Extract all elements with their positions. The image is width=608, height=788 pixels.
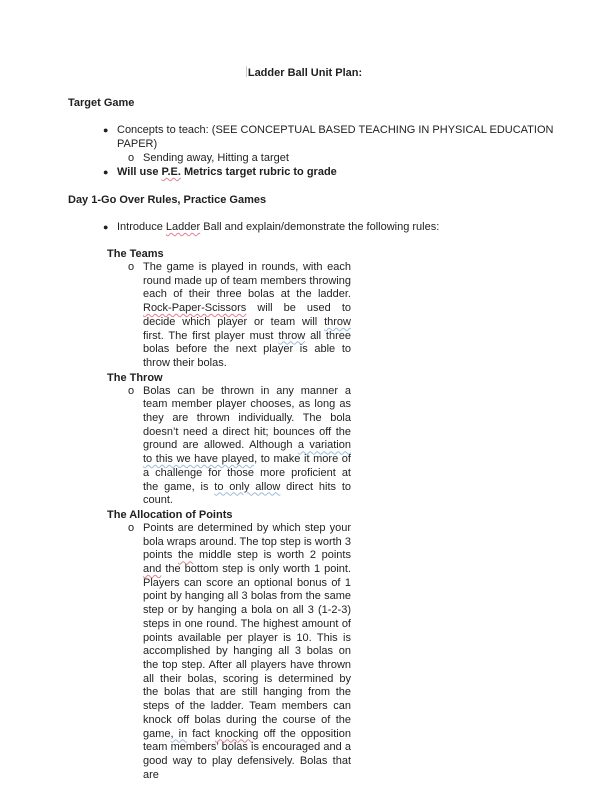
text-segment: direct hits to count. bbox=[143, 480, 351, 507]
rule-the-throw bbox=[68, 371, 568, 508]
rules-section bbox=[68, 247, 568, 782]
sub-bullet-icon: o bbox=[128, 384, 135, 397]
bullet-icon: ● bbox=[103, 222, 109, 232]
text-cursor-icon bbox=[246, 66, 247, 77]
list-item bbox=[68, 220, 568, 234]
page-title-text: Ladder Ball Unit Plan: bbox=[247, 67, 363, 79]
rule-heading: The Allocation of Points bbox=[107, 508, 233, 521]
sub-bullet-icon: o bbox=[128, 152, 135, 164]
text-segment: Concepts to teach: (SEE CONCEPTUAL BASED TEACHING IN PHYSICAL EDUCATION PAPER) bbox=[117, 124, 554, 150]
bullet-icon: ● bbox=[103, 125, 109, 135]
text-segment: The game is played in rounds, with each round made up of team members throwing each of their three bolas at the ladder. bbox=[143, 261, 351, 301]
grammar-error-underline: throw bbox=[324, 315, 351, 328]
rule-body bbox=[68, 261, 568, 371]
grammar-error-underline: throw bbox=[278, 329, 306, 342]
list-item-text bbox=[117, 220, 439, 234]
list-item bbox=[68, 165, 568, 179]
spelling-error-underline: knocking bbox=[214, 727, 259, 740]
spelling-error-underline: and bbox=[143, 563, 162, 576]
spelling-error-underline: Rock-Paper-Scissors bbox=[143, 302, 247, 315]
sub-bullet-icon: o bbox=[128, 261, 135, 273]
rule-paragraph bbox=[143, 385, 351, 508]
text-segment: middle step is worth 2 points bbox=[193, 549, 351, 562]
grammar-error-underline: to only allow bbox=[214, 480, 281, 493]
day1-list bbox=[68, 220, 568, 234]
rule-the-teams bbox=[68, 247, 568, 371]
text-segment: Points are determined by which step your bola wraps around. The top step is worth 3 points bbox=[143, 521, 351, 562]
text-segment: Will use bbox=[117, 166, 162, 178]
page-title bbox=[40, 66, 568, 80]
rule-paragraph bbox=[143, 261, 351, 371]
text-segment: will be used to decide which player or team will bbox=[143, 302, 351, 328]
sub-bullet-icon: o bbox=[128, 521, 135, 534]
text-segment: Bolas can be thrown in any manner a team member player chooses, as long as they are thrown individually. The bola doesn’t need a direct hit; bounces off the ground are allowed. Although bbox=[143, 384, 351, 452]
text-segment: , to make it more of a challenge for those more proficient at the game, is bbox=[143, 453, 351, 493]
heading-day1: Day 1-Go Over Rules, Practice Games bbox=[68, 194, 267, 206]
list-item bbox=[68, 151, 568, 165]
spelling-error-underline: Ladder bbox=[165, 221, 201, 233]
rule-allocation-of-points bbox=[68, 508, 568, 782]
text-segment: Sending away, Hitting a target bbox=[143, 152, 289, 164]
text-segment: all three bolas before the next player is able to throw their bolas. bbox=[143, 329, 351, 369]
rule-heading: The Teams bbox=[107, 248, 164, 260]
list-item-text bbox=[143, 151, 289, 165]
rule-body bbox=[68, 522, 568, 782]
bullet-icon: ● bbox=[103, 167, 109, 177]
text-segment: Ball and explain/demonstrate the following rules: bbox=[200, 221, 440, 233]
grammar-error-underline: , in bbox=[170, 727, 188, 740]
rule-body bbox=[68, 385, 568, 508]
spelling-error-underline: P.E. bbox=[161, 166, 181, 178]
text-segment: first. The first player must bbox=[143, 329, 279, 342]
target-game-list bbox=[68, 123, 568, 179]
text-segment: Introduce bbox=[117, 221, 166, 233]
grammar-error-underline: a variation to this we have played bbox=[143, 439, 351, 466]
text-segment: the bottom step is only worth 1 point. Players can score an optional bonus of 1 point by hanging all 3 bolas from the same step or by hanging a bola on all 3 (1-2-3) steps in one round. The highest amount of points available per player is 10. This is accomplished by hanging all 3 bolas on the top step. After all players have thrown all their bolas, scoring is determined by the bolas that are still hanging from the steps of the ladder. Team members can knock off bolas during the course of the game bbox=[143, 563, 351, 740]
text-segment: Metrics target rubric to grade bbox=[180, 166, 337, 178]
heading-target-game: Target Game bbox=[68, 97, 135, 109]
list-item-text bbox=[117, 165, 337, 179]
text-segment: off the opposition team members’ bolas is encouraged and a good way to play defensively. Bolas that are bbox=[143, 727, 351, 781]
text-segment: fact bbox=[187, 727, 215, 740]
list-item bbox=[68, 123, 568, 151]
rule-heading: The Throw bbox=[107, 371, 163, 384]
rule-paragraph bbox=[143, 522, 351, 782]
list-item-text bbox=[117, 123, 568, 151]
spelling-error-underline: the bbox=[178, 549, 194, 562]
